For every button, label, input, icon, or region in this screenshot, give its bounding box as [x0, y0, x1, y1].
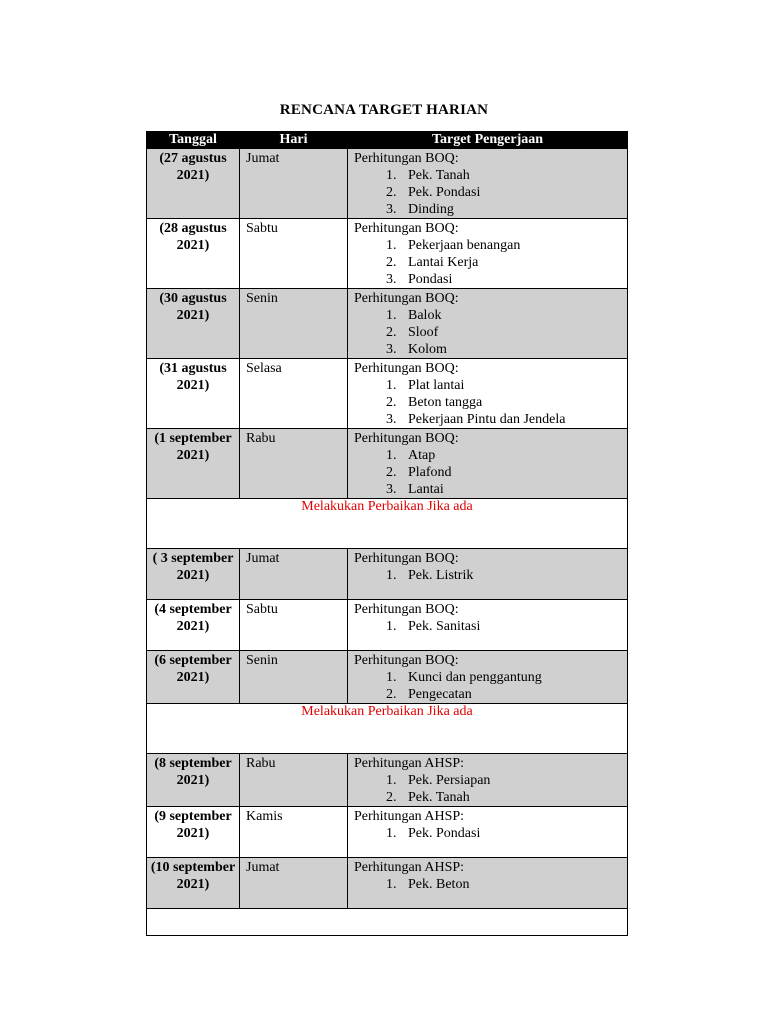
task-list: [354, 307, 627, 358]
table-row: [147, 651, 628, 704]
target-heading: Perhitungan BOQ:: [354, 653, 459, 668]
task-item: 1. Pek. Tanah: [400, 167, 627, 184]
task-item: 1. Kunci dan penggantung: [400, 669, 627, 686]
table-row: [147, 600, 628, 651]
date-cell: ( 3 september 2021): [147, 549, 240, 600]
date-cell: (30 agustus 2021): [147, 289, 240, 359]
target-cell: [348, 289, 628, 359]
day-cell: Jumat: [240, 858, 348, 909]
task-item: 1. Pekerjaan benangan: [400, 237, 627, 254]
task-list: [354, 447, 627, 498]
task-item: 3. Pekerjaan Pintu dan Jendela: [400, 411, 627, 428]
notice-row: [147, 499, 628, 549]
column-header-target: Target Pengerjaan: [348, 132, 628, 149]
task-item: 3. Lantai: [400, 481, 627, 498]
column-header-hari: Hari: [240, 132, 348, 149]
target-heading: Perhitungan BOQ:: [354, 431, 459, 446]
date-cell: (9 september 2021): [147, 807, 240, 858]
date-cell: (31 agustus 2021): [147, 359, 240, 429]
schedule-table: [146, 131, 628, 936]
date-cell: (10 september 2021): [147, 858, 240, 909]
table-row: [147, 858, 628, 909]
target-cell: [348, 858, 628, 909]
table-header-row: [147, 132, 628, 149]
task-item: 1. Plat lantai: [400, 377, 627, 394]
table-row: [147, 549, 628, 600]
task-item: 3. Dinding: [400, 201, 627, 218]
date-cell: (8 september 2021): [147, 754, 240, 807]
task-list: [354, 237, 627, 288]
table-row: [147, 149, 628, 219]
table-row: [147, 359, 628, 429]
task-item: 1. Pek. Listrik: [400, 567, 627, 584]
task-list: [354, 167, 627, 218]
task-item: 2. Pek. Pondasi: [400, 184, 627, 201]
target-heading: Perhitungan BOQ:: [354, 291, 459, 306]
day-cell: Jumat: [240, 549, 348, 600]
day-cell: Rabu: [240, 754, 348, 807]
target-heading: Perhitungan AHSP:: [354, 756, 465, 771]
table-row: [147, 754, 628, 807]
date-cell: (4 september 2021): [147, 600, 240, 651]
document-title: RENCANA TARGET HARIAN: [279, 102, 489, 118]
task-item: 1. Balok: [400, 307, 627, 324]
table-row: [147, 219, 628, 289]
day-cell: Jumat: [240, 149, 348, 219]
task-list: [354, 669, 627, 703]
date-cell: (1 september 2021): [147, 429, 240, 499]
empty-row: [147, 909, 628, 936]
table-row: [147, 289, 628, 359]
target-heading: Perhitungan BOQ:: [354, 151, 459, 166]
target-cell: [348, 359, 628, 429]
task-item: 2. Lantai Kerja: [400, 254, 627, 271]
target-cell: [348, 651, 628, 704]
target-cell: [348, 149, 628, 219]
task-list: [354, 377, 627, 428]
target-heading: Perhitungan AHSP:: [354, 809, 465, 824]
day-cell: Senin: [240, 651, 348, 704]
task-list: [354, 567, 627, 584]
notice-text: Melakukan Perbaikan Jika ada: [147, 704, 628, 754]
notice-text: Melakukan Perbaikan Jika ada: [147, 499, 628, 549]
day-cell: Sabtu: [240, 600, 348, 651]
target-cell: [348, 429, 628, 499]
target-heading: Perhitungan BOQ:: [354, 361, 459, 376]
target-cell: [348, 807, 628, 858]
task-item: 1. Pek. Sanitasi: [400, 618, 627, 635]
column-header-tanggal: Tanggal: [147, 132, 240, 149]
target-heading: Perhitungan AHSP:: [354, 860, 465, 875]
task-item: 3. Kolom: [400, 341, 627, 358]
target-heading: Perhitungan BOQ:: [354, 221, 459, 236]
date-cell: (27 agustus 2021): [147, 149, 240, 219]
date-cell: (28 agustus 2021): [147, 219, 240, 289]
table-row: [147, 429, 628, 499]
task-item: 2. Pek. Tanah: [400, 789, 627, 806]
day-cell: Sabtu: [240, 219, 348, 289]
notice-row: [147, 704, 628, 754]
target-cell: [348, 754, 628, 807]
day-cell: Selasa: [240, 359, 348, 429]
target-cell: [348, 219, 628, 289]
task-list: [354, 618, 627, 635]
task-list: [354, 825, 627, 842]
target-cell: [348, 549, 628, 600]
task-list: [354, 876, 627, 893]
task-item: 3. Pondasi: [400, 271, 627, 288]
date-cell: (6 september 2021): [147, 651, 240, 704]
task-item: 2. Sloof: [400, 324, 627, 341]
day-cell: Senin: [240, 289, 348, 359]
task-item: 1. Pek. Pondasi: [400, 825, 627, 842]
task-item: 2. Pengecatan: [400, 686, 627, 703]
task-list: [354, 772, 627, 806]
target-cell: [348, 600, 628, 651]
task-item: 2. Beton tangga: [400, 394, 627, 411]
target-heading: Perhitungan BOQ:: [354, 602, 459, 617]
task-item: 2. Plafond: [400, 464, 627, 481]
day-cell: Rabu: [240, 429, 348, 499]
table-row: [147, 807, 628, 858]
task-item: 1. Pek. Persiapan: [400, 772, 627, 789]
task-item: 1. Pek. Beton: [400, 876, 627, 893]
task-item: 1. Atap: [400, 447, 627, 464]
empty-cell: [147, 909, 628, 936]
target-heading: Perhitungan BOQ:: [354, 551, 459, 566]
day-cell: Kamis: [240, 807, 348, 858]
